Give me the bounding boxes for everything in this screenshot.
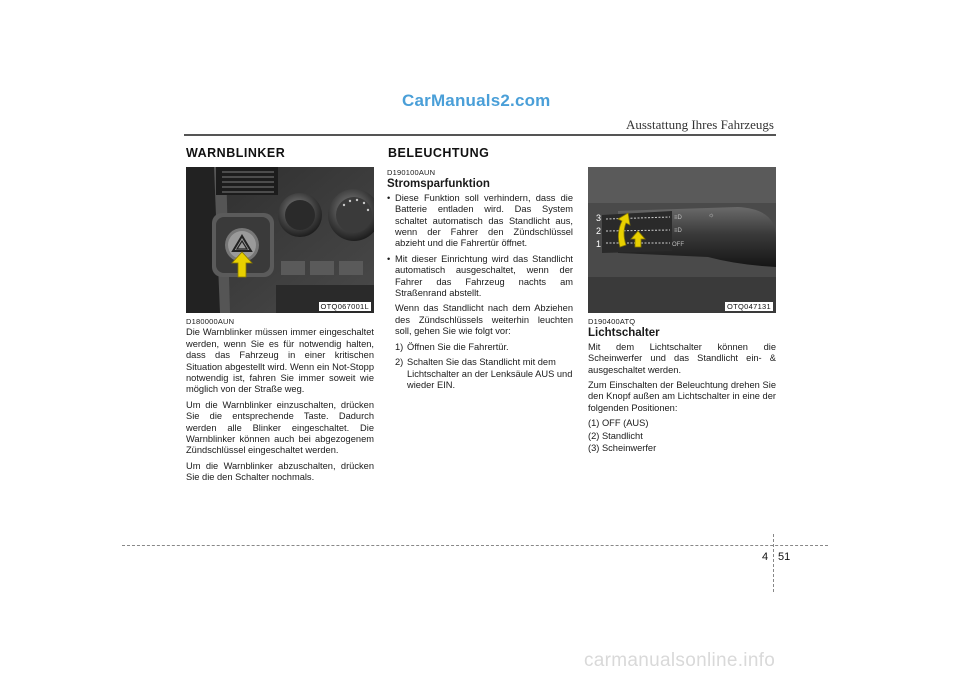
image-code: OTQ047131 [727,302,771,311]
footer-rule [122,545,828,546]
beleuchtung-text [387,167,573,395]
image-code: OTQ067001L [320,302,369,311]
paragraph: Wenn das Standlicht nach dem Abziehen des Zündschlüssels weiterhin leuchten soll, gehen Sie wie folgt vor: [395,303,573,337]
chapter-title: Ausstattung Ihres Fahrzeugs [625,117,774,132]
list-item: (1) OFF (AUS) [588,418,649,429]
paragraph: Um die Warnblinker einzuschalten, drücken Sie die entsprechende Taste. Dadurch werden alle Blinker eingeschaltet. Die Warnblinker können auch bei abgezogenem Zündschlüssel eingeschaltet werden. [186,399,374,456]
position-label: 3 [596,213,602,223]
paragraph: Die Warnblinker müssen immer eingeschaltet werden, wenn Sie es für notwendig halten, dass das Fahrzeug in einer kritischen Situation abgestellt wird. Wenn ein Not-Stopp notwendig ist, fahren Sie immer soweit wie möglich von der Straße weg. [186,327,374,395]
switch-symbol: ≡D [674,228,682,234]
list-item: (3) Scheinwerfer [588,443,657,454]
watermark-bottom: carmanualsonline.info [584,650,776,671]
paragraph: Mit dem Lichtschalter können die Scheinwerfer und das Standlicht ein- & ausgeschaltet werden. [588,341,776,375]
position-label: 2 [596,226,602,236]
section-heading-beleuchtung: BELEUCHTUNG [388,146,490,160]
switch-off-label: OFF [672,242,684,248]
bullet-icon: • [387,192,391,203]
light-switch-image [588,167,776,313]
lichtschalter-text [588,316,776,455]
header-rule [184,134,776,136]
switch-symbol: ☼ [708,212,715,219]
hazard-switch-illustration [186,167,374,313]
warnblinker-text [186,316,374,488]
chapter-number: 4 [762,551,769,563]
section-code: D190400ATQ [588,317,636,326]
step-text: Schalten Sie das Standlicht mit dem Lichtschalter an der Lenksäule AUS und wieder EIN. [407,357,573,390]
section-heading-warnblinker: WARNBLINKER [186,146,286,160]
section-code: D180000AUN [186,317,235,326]
subheading: Lichtschalter [588,327,660,340]
light-switch-illustration [588,167,776,313]
page-number: 51 [778,551,791,563]
list-item [387,254,573,300]
paragraph: Zum Einschalten der Beleuchtung drehen Sie den Knopf außen am Lichtschalter in eine der folgenden Positionen: [588,380,776,413]
paragraph: Um die Warnblinker abzuschalten, drücken Sie die den Schalter nochmals. [186,460,374,483]
bullet-icon: • [387,253,391,264]
list-item [387,193,573,250]
page-number-divider [773,534,774,592]
step-number: 1) [395,341,404,352]
list-item-text: Diese Funktion soll verhindern, dass die Batterie entladen wird. Das System schaltet automatisch das Standlicht aus, wenn der Fahrer den Zündschlüssel abzieht und die Fahrertür öffnet. [395,192,573,249]
step-number: 2) [395,357,404,368]
list-item [395,342,573,353]
subheading: Stromsparfunktion [387,178,490,191]
list-item: (2) Standlicht [588,430,643,441]
list-item-text: Mit dieser Einrichtung wird das Standlicht automatisch ausgeschaltet, wenn der Fahrer das Fahrzeug nachts am Straßenrand abstellt. [395,253,573,299]
step-text: Öffnen Sie die Fahrertür. [407,341,509,352]
watermark-top: CarManuals2.com [402,91,551,110]
list-item [395,357,573,391]
switch-symbol: ≡D [674,215,682,221]
position-label: 1 [596,239,602,249]
hazard-switch-image [186,167,374,313]
section-code: D190100AUN [387,168,436,177]
